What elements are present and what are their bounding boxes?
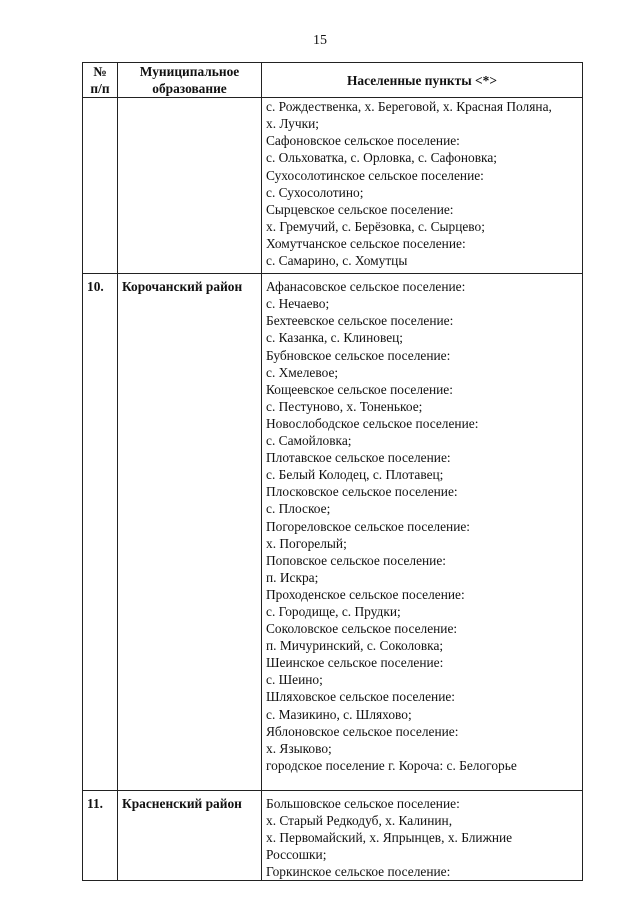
settlement-line: Поповское сельское поселение: bbox=[266, 552, 447, 568]
settlement-line: Погореловское сельское поселение: bbox=[266, 518, 471, 534]
settlement-line: с. Пестуново, х. Тоненькое; bbox=[266, 398, 423, 414]
settlement-line: Плосковское сельское поселение: bbox=[266, 484, 458, 500]
settlement-line: с. Самойловка; bbox=[266, 433, 352, 449]
settlement-line: с. Нечаево; bbox=[266, 296, 330, 312]
settlement-line: с. Мазикино, с. Шляхово; bbox=[266, 706, 412, 722]
settlement-line: с. Шеино; bbox=[266, 672, 323, 688]
header-municipality-line: Муниципальное bbox=[139, 64, 240, 79]
header-municipality-line: образование bbox=[152, 81, 227, 97]
settlement-line: Соколовское сельское поселение: bbox=[266, 621, 458, 637]
settlement-line: п. Искра; bbox=[266, 569, 319, 585]
settlement-line: Сырцевское сельское поселение: bbox=[266, 201, 454, 217]
header-municipality bbox=[118, 63, 262, 98]
settlement-line: с. Плоское; bbox=[266, 501, 331, 517]
settlement-line: Горкинское сельское поселение: bbox=[266, 864, 451, 880]
header-settlements: Населенные пункты <*> bbox=[262, 63, 583, 98]
settlement-line: Россошки; bbox=[266, 847, 327, 863]
header-number bbox=[83, 63, 118, 98]
settlements-table bbox=[82, 62, 583, 881]
header-number-line: п/п bbox=[90, 81, 110, 97]
table-header-row bbox=[83, 63, 583, 98]
settlement-line: Большовское сельское поселение: bbox=[266, 795, 460, 811]
settlement-line: с. Ольховатка, с. Орловка, с. Сафоновка; bbox=[266, 150, 498, 166]
table-row bbox=[83, 274, 583, 791]
row-municipality: Корочанский район bbox=[118, 274, 262, 791]
settlement-line: х. Гремучий, с. Берёзовка, с. Сырцево; bbox=[266, 218, 485, 234]
settlement-line: Афанасовское сельское поселение: bbox=[266, 279, 466, 295]
settlement-line: х. Лучки; bbox=[266, 116, 319, 132]
settlement-line: п. Мичуринский, с. Соколовка; bbox=[266, 638, 444, 654]
row-municipality: Красненский район bbox=[118, 790, 262, 880]
row-municipality bbox=[118, 98, 262, 274]
settlement-line: Новослободское сельское поселение: bbox=[266, 415, 479, 431]
settlement-line: с. Сухосолотино; bbox=[266, 184, 364, 200]
row-number: 11. bbox=[83, 790, 118, 880]
settlement-line: с. Белый Колодец, с. Плотавец; bbox=[266, 467, 444, 483]
row-settlements bbox=[262, 790, 583, 880]
settlement-line: с. Самарино, с. Хомутцы bbox=[266, 253, 408, 269]
settlement-line: Шеинское сельское поселение: bbox=[266, 655, 444, 671]
table-row bbox=[83, 790, 583, 880]
settlement-line: х. Первомайский, х. Япрынцев, х. Ближние bbox=[266, 830, 513, 846]
settlement-line: х. Языково; bbox=[266, 740, 332, 756]
header-number-line: № bbox=[93, 64, 107, 79]
settlement-line: с. Городище, с. Прудки; bbox=[266, 603, 401, 619]
settlement-line: х. Погорелый; bbox=[266, 535, 347, 551]
row-number: 10. bbox=[83, 274, 118, 791]
settlement-line: Проходенское сельское поселение: bbox=[266, 586, 465, 602]
settlement-line: Сухосолотинское сельское поселение: bbox=[266, 167, 484, 183]
table-row bbox=[83, 98, 583, 274]
settlement-line: Бубновское сельское поселение: bbox=[266, 347, 451, 363]
settlement-line: с. Хмелевое; bbox=[266, 364, 339, 380]
page-number: 15 bbox=[313, 33, 327, 48]
settlement-line: х. Старый Редкодуб, х. Калинин, bbox=[266, 813, 453, 828]
settlement-line: Яблоновское сельское поселение: bbox=[266, 723, 459, 739]
row-number bbox=[83, 98, 118, 274]
settlement-line: Сафоновское сельское поселение: bbox=[266, 133, 460, 149]
settlement-line: Бехтеевское сельское поселение: bbox=[266, 313, 454, 329]
settlement-line: Шляховское сельское поселение: bbox=[266, 689, 456, 705]
settlement-line: городское поселение г. Короча: с. Белогорье bbox=[266, 757, 517, 773]
settlement-line: Кощеевское сельское поселение: bbox=[266, 381, 453, 397]
row-settlements bbox=[262, 274, 583, 791]
settlement-line: с. Рождественка, х. Береговой, х. Красная Поляна, bbox=[266, 99, 552, 115]
row-settlements bbox=[262, 98, 583, 274]
settlement-line: с. Казанка, с. Клиновец; bbox=[266, 330, 404, 346]
settlement-line: Хомутчанское сельское поселение: bbox=[266, 235, 466, 251]
settlement-line: Плотавское сельское поселение: bbox=[266, 450, 451, 466]
